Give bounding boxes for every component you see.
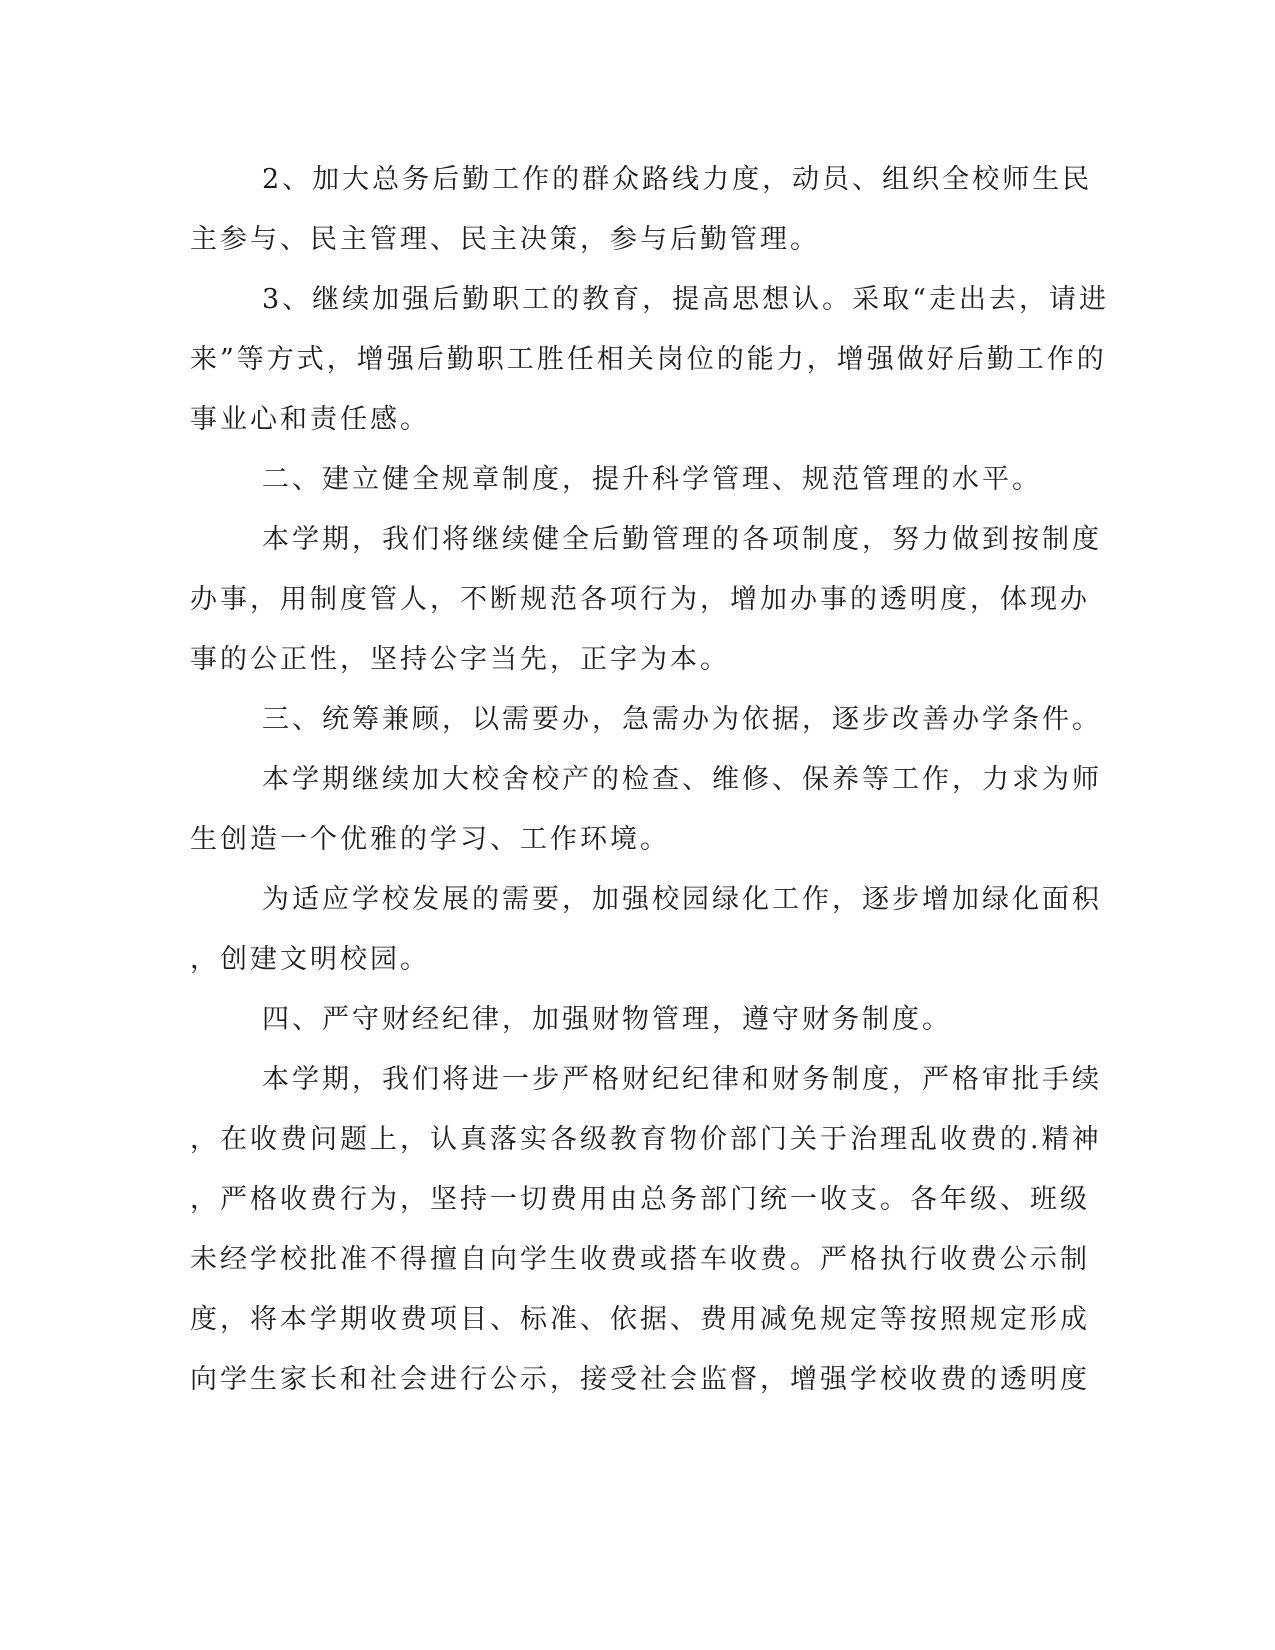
text-line: 来”等方式，增强后勤职工胜任相关岗位的能力，增强做好后勤工作的 xyxy=(190,344,1107,375)
text-line: 办事，用制度管人，不断规范各项行为，增加办事的透明度，体现办 xyxy=(190,584,1090,615)
text-line: ，在收费问题上，认真落实各级教育物价部门关于治理乱收费的.精神 xyxy=(190,1124,1102,1155)
text-line: 向学生家长和社会进行公示，接受社会监督，增强学校收费的透明度 xyxy=(190,1364,1090,1395)
text-line: ，创建文明校园。 xyxy=(190,944,430,975)
text-line: 本学期继续加大校舍校产的检查、维修、保养等工作，力求为师 xyxy=(262,764,1102,795)
text-line: 2、加大总务后勤工作的群众路线力度，动员、组织全校师生民 xyxy=(262,164,1093,195)
text-line: 事业心和责任感。 xyxy=(190,404,430,435)
text-line: 度，将本学期收费项目、标准、依据、费用减免规定等按照规定形成 xyxy=(190,1304,1090,1335)
text-line: 3、继续加强后勤职工的教育，提高思想认。采取“走出去，请进 xyxy=(262,284,1109,315)
section-heading: 二、建立健全规章制度，提升科学管理、规范管理的水平。 xyxy=(262,464,1042,495)
section-heading: 三、统筹兼顾，以需要办，急需办为依据，逐步改善办学条件。 xyxy=(262,704,1102,735)
text-line: 未经学校批准不得擅自向学生收费或搭车收费。严格执行收费公示制 xyxy=(190,1244,1090,1275)
text-line: 事的公正性，坚持公字当先，正字为本。 xyxy=(190,644,730,675)
text-line: 生创造一个优雅的学习、工作环境。 xyxy=(190,824,670,855)
text-line: 为适应学校发展的需要，加强校园绿化工作，逐步增加绿化面积 xyxy=(262,884,1102,915)
text-line: 主参与、民主管理、民主决策，参与后勤管理。 xyxy=(190,224,820,255)
text-line: 本学期，我们将进一步严格财纪纪律和财务制度，严格审批手续 xyxy=(262,1064,1102,1095)
document-body xyxy=(190,150,1109,1410)
text-line: 本学期，我们将继续健全后勤管理的各项制度，努力做到按制度 xyxy=(262,524,1102,555)
text-line: ，严格收费行为，坚持一切费用由总务部门统一收支。各年级、班级 xyxy=(190,1184,1090,1215)
section-heading: 四、严守财经纪律，加强财物管理，遵守财务制度。 xyxy=(262,1004,952,1035)
